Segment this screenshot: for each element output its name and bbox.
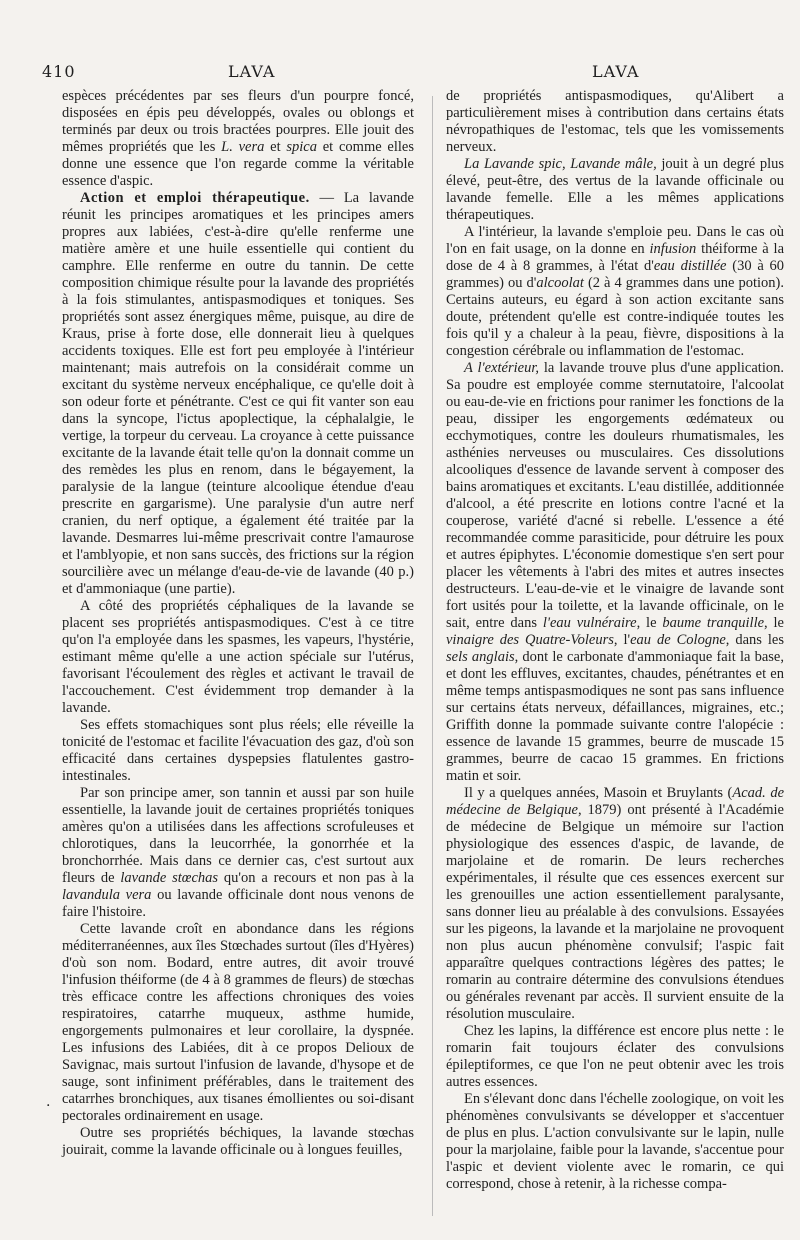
paragraph: Par son principe amer, son tannin et aussi par son huile essentielle, la lavande jouit de certaines propriétés toniques amères qu'on a utilisées dans les affections scrofuleuses et chlorotiques, dans la leucorrhée, la gonorrhée et la bronchorrhée. Mais dans ce dernier cas, c'est surtout aux fleurs de lavande stœchas qu'on a recours et non pas à la lavandula vera ou lavande officinale dont nous venons de faire l'histoire. [62,785,414,920]
paragraph: A l'intérieur, la lavande s'emploie peu. Dans le cas où l'on en fait usage, on la donne en infusion théiforme à la dose de 4 à 8 grammes, à l'état d'eau distillée (30 à 60 grammes) ou d'alcoolat (2 à 4 grammes dans une potion). Certains auteurs, eu égard à son action excitante sans doute, prétendent qu'elle est contre-indiquée toutes les fois qu'il y a chaleur à la peau, fièvre, dispositions à la congestion cérébrale ou inflammation de l'estomac. [446,224,785,359]
paragraph: Chez les lapins, la différence est encore plus nette : le romarin fait toujours éclater des convulsions épileptiformes, ce que l'on ne peut obtenir avec les trois autres essences. [446,1023,784,1090]
section-heading: Action et emploi thérapeutique. [80,190,310,206]
paragraph: Il y a quelques années, Masoin et Bruylants (Acad. de médecine de Belgique, 1879) ont présenté à l'Académie de médecine de Belgique un mémoire sur l'action physiologique des essences d'aspic, de lavande, de marjolaine et de romarin. De leurs recherches expérimentales, il résulte que ces essences exercent sur les grenouilles une action essentiellement paralysante, sans donner lieu au préalable à des convulsions. Essayées sur les pigeons, la lavande et la marjolaine ne provoquent non plus aucun phénomène convulsif; l'aspic fait apparaître quelques contractions légères des pattes; le romarin au contraire détermine des convulsions étendues ou générales revenant par accès. Il survient ensuite de la résolution musculaire. [446,785,784,1022]
paragraph: Ses effets stomachiques sont plus réels; elle réveille la tonicité de l'estomac et facilite l'évacuation des gaz, d'où son efficacité dans certaines dyspepsies flatulentes gastro-intestinales. [62,717,414,784]
paragraph: espèces précédentes par ses fleurs d'un pourpre foncé, disposées en épis peu développés, ovales ou oblongs et terminés par deux ou trois bractées pourpres. Elle jouit des mêmes propriétés que les L. vera et spica et comme elles donne une essence que l'on regarde comme la véritable essence d'aspic. [62,88,414,189]
paragraph: A l'extérieur, la lavande trouve plus d'une application. Sa poudre est employée comme sternutatoire, l'alcoolat ou eau-de-vie en frictions pour ranimer les fonctions de la peau, dissiper les engorgements œdémateux ou ecchymotiques, contre les douleurs rhumatismales, les asthénies nerveuses ou musculaires. Ces dissolutions alcooliques d'essence de lavande servent à composer des bains aromatiques et excitants. L'eau distillée, additionnée d'alcool, a été prescrite en lotions contre l'acné et la couperose, variété d'acné si rebelle. L'essence a été recommandée comme parasiticide, pour détruire les poux et autres épiphytes. L'économie domestique s'en sert pour placer les vêtements à l'abri des mites et autres insectes destructeurs. L'eau-de-vie et le vinaigre de lavande sont fort usités pour la toilette, et la lavande officinale, on le sait, entre dans l'eau vulnéraire, le baume tranquille, le vinaigre des Quatre-Voleurs, l'eau de Cologne, dans les sels anglais, dont le carbonate d'ammoniaque fait la base, et dont les effluves, excitantes, chaudes, pénétrantes et en même temps antispasmodiques ne sont pas sans influence sur certains états nerveux, défaillances, migraines, etc.; Griffith donne la pommade suivante contre l'alopécie : essence de lavande 15 grammes, beurre de muscade 15 grammes, beurre de cacao 15 grammes. En frictions matin et soir. [446,360,784,784]
margin-mark: . [46,1094,51,1110]
paragraph: La Lavande spic, Lavande mâle, jouit à un degré plus élevé, peut-être, des vertus de la lavande officinale ou lavande femelle. Elle a les mêmes applications thérapeutiques. [446,156,784,223]
running-head-right: LAVA [592,62,640,81]
left-column [62,88,414,1159]
paragraph: Action et emploi thérapeutique. — La lavande réunit les principes aromatiques et les principes amers propres aux labiées, c'est-à-dire qu'elle renferme une matière amère et une huile essentielle qui contient du camphre. Elle renferme en outre du tannin. De cette composition chimique résulte pour la lavande des propriétés à la fois stimulantes, antispasmodiques et toniques. Ses propriétés sont assez énergiques même, puisque, au dire de Kraus, prise à forte dose, elle donnerait lieu à quelques accidents toxiques. Elle est fort peu employée à l'intérieur maintenant; mais autrefois on la considérait comme un excitant du système nerveux encéphalique, ce qu'elle doit à son odeur forte et pénétrante. C'est ce qui fit vanter son eau dans la syncope, l'ictus apoplectique, la céphalalgie, le vertige, la torpeur du cerveau. La croyance à cette puissance excitante de la lavande était telle qu'on la donnait comme un des remèdes les plus en renom, dans le bégayement, la paralysie de la langue (teinture alcoolique étendue d'eau prescrite en gargarisme). Une paralysie d'un autre nerf cranien, du nerf optique, a également été traitée par la lavande. Desmarres lui-même prescrivait contre l'amaurose et l'amblyopie, et non sans succès, des frictions sur la région sourcilière avec un mélange d'eau-de-vie de lavande (40 p.) et d'ammoniaque (une partie). [62,190,414,597]
paragraph: A côté des propriétés céphaliques de la lavande se placent ses propriétés antispasmodiques. C'est à ce titre qu'on l'a employée dans les spasmes, les vapeurs, l'hystérie, estimant même qu'elle a une action spéciale sur l'utérus, favorisant l'écoulement des règles et activant le travail de l'accouchement. C'est évidemment trop demander à la lavande. [62,598,414,716]
paragraph: En s'élevant donc dans l'échelle zoologique, on voit les phénomènes convulsivants se développer et s'accentuer de plus en plus. L'action convulsivante sur le lapin, nulle pour la marjolaine, faible pour la lavande, s'accentue pour l'aspic et devient violente avec le romarin, ce qui correspond, chose à retenir, à la richesse compa- [446,1091,784,1192]
paragraph: Outre ses propriétés béchiques, la lavande stœchas jouirait, comme la lavande officinale ou à longues feuilles, [62,1125,414,1158]
right-column [446,88,784,1193]
paragraph: Cette lavande croît en abondance dans les régions méditerranéennes, aux îles Stœchades surtout (îles d'Hyères) d'où son nom. Bodard, entre autres, dit avoir trouvé l'infusion théiforme (de 4 à 8 grammes de fleurs) de stœchas très efficace contre les affections chroniques des voies respiratoires, catarrhe muqueux, asthme humide, engorgements pulmonaires et leur corollaire, la dyspnée. Les infusions des Labiées, dit à ce propos Delioux de Savignac, mais surtout l'infusion de lavande, d'hysope et de sauge, sont infiniment préférables, dans le traitement des catarrhes bronchiques, aux tisanes émollientes ou soi-disant pectorales ordinairement en usage. [62,921,414,1124]
paragraph: de propriétés antispasmodiques, qu'Alibert a particulièrement mises à contribution dans certains états névropathiques de l'estomac, tels que les vomissements nerveux. [446,88,784,155]
running-head-left: LAVA [228,62,276,81]
column-divider [432,96,433,1216]
page-number: 410 [42,62,76,81]
